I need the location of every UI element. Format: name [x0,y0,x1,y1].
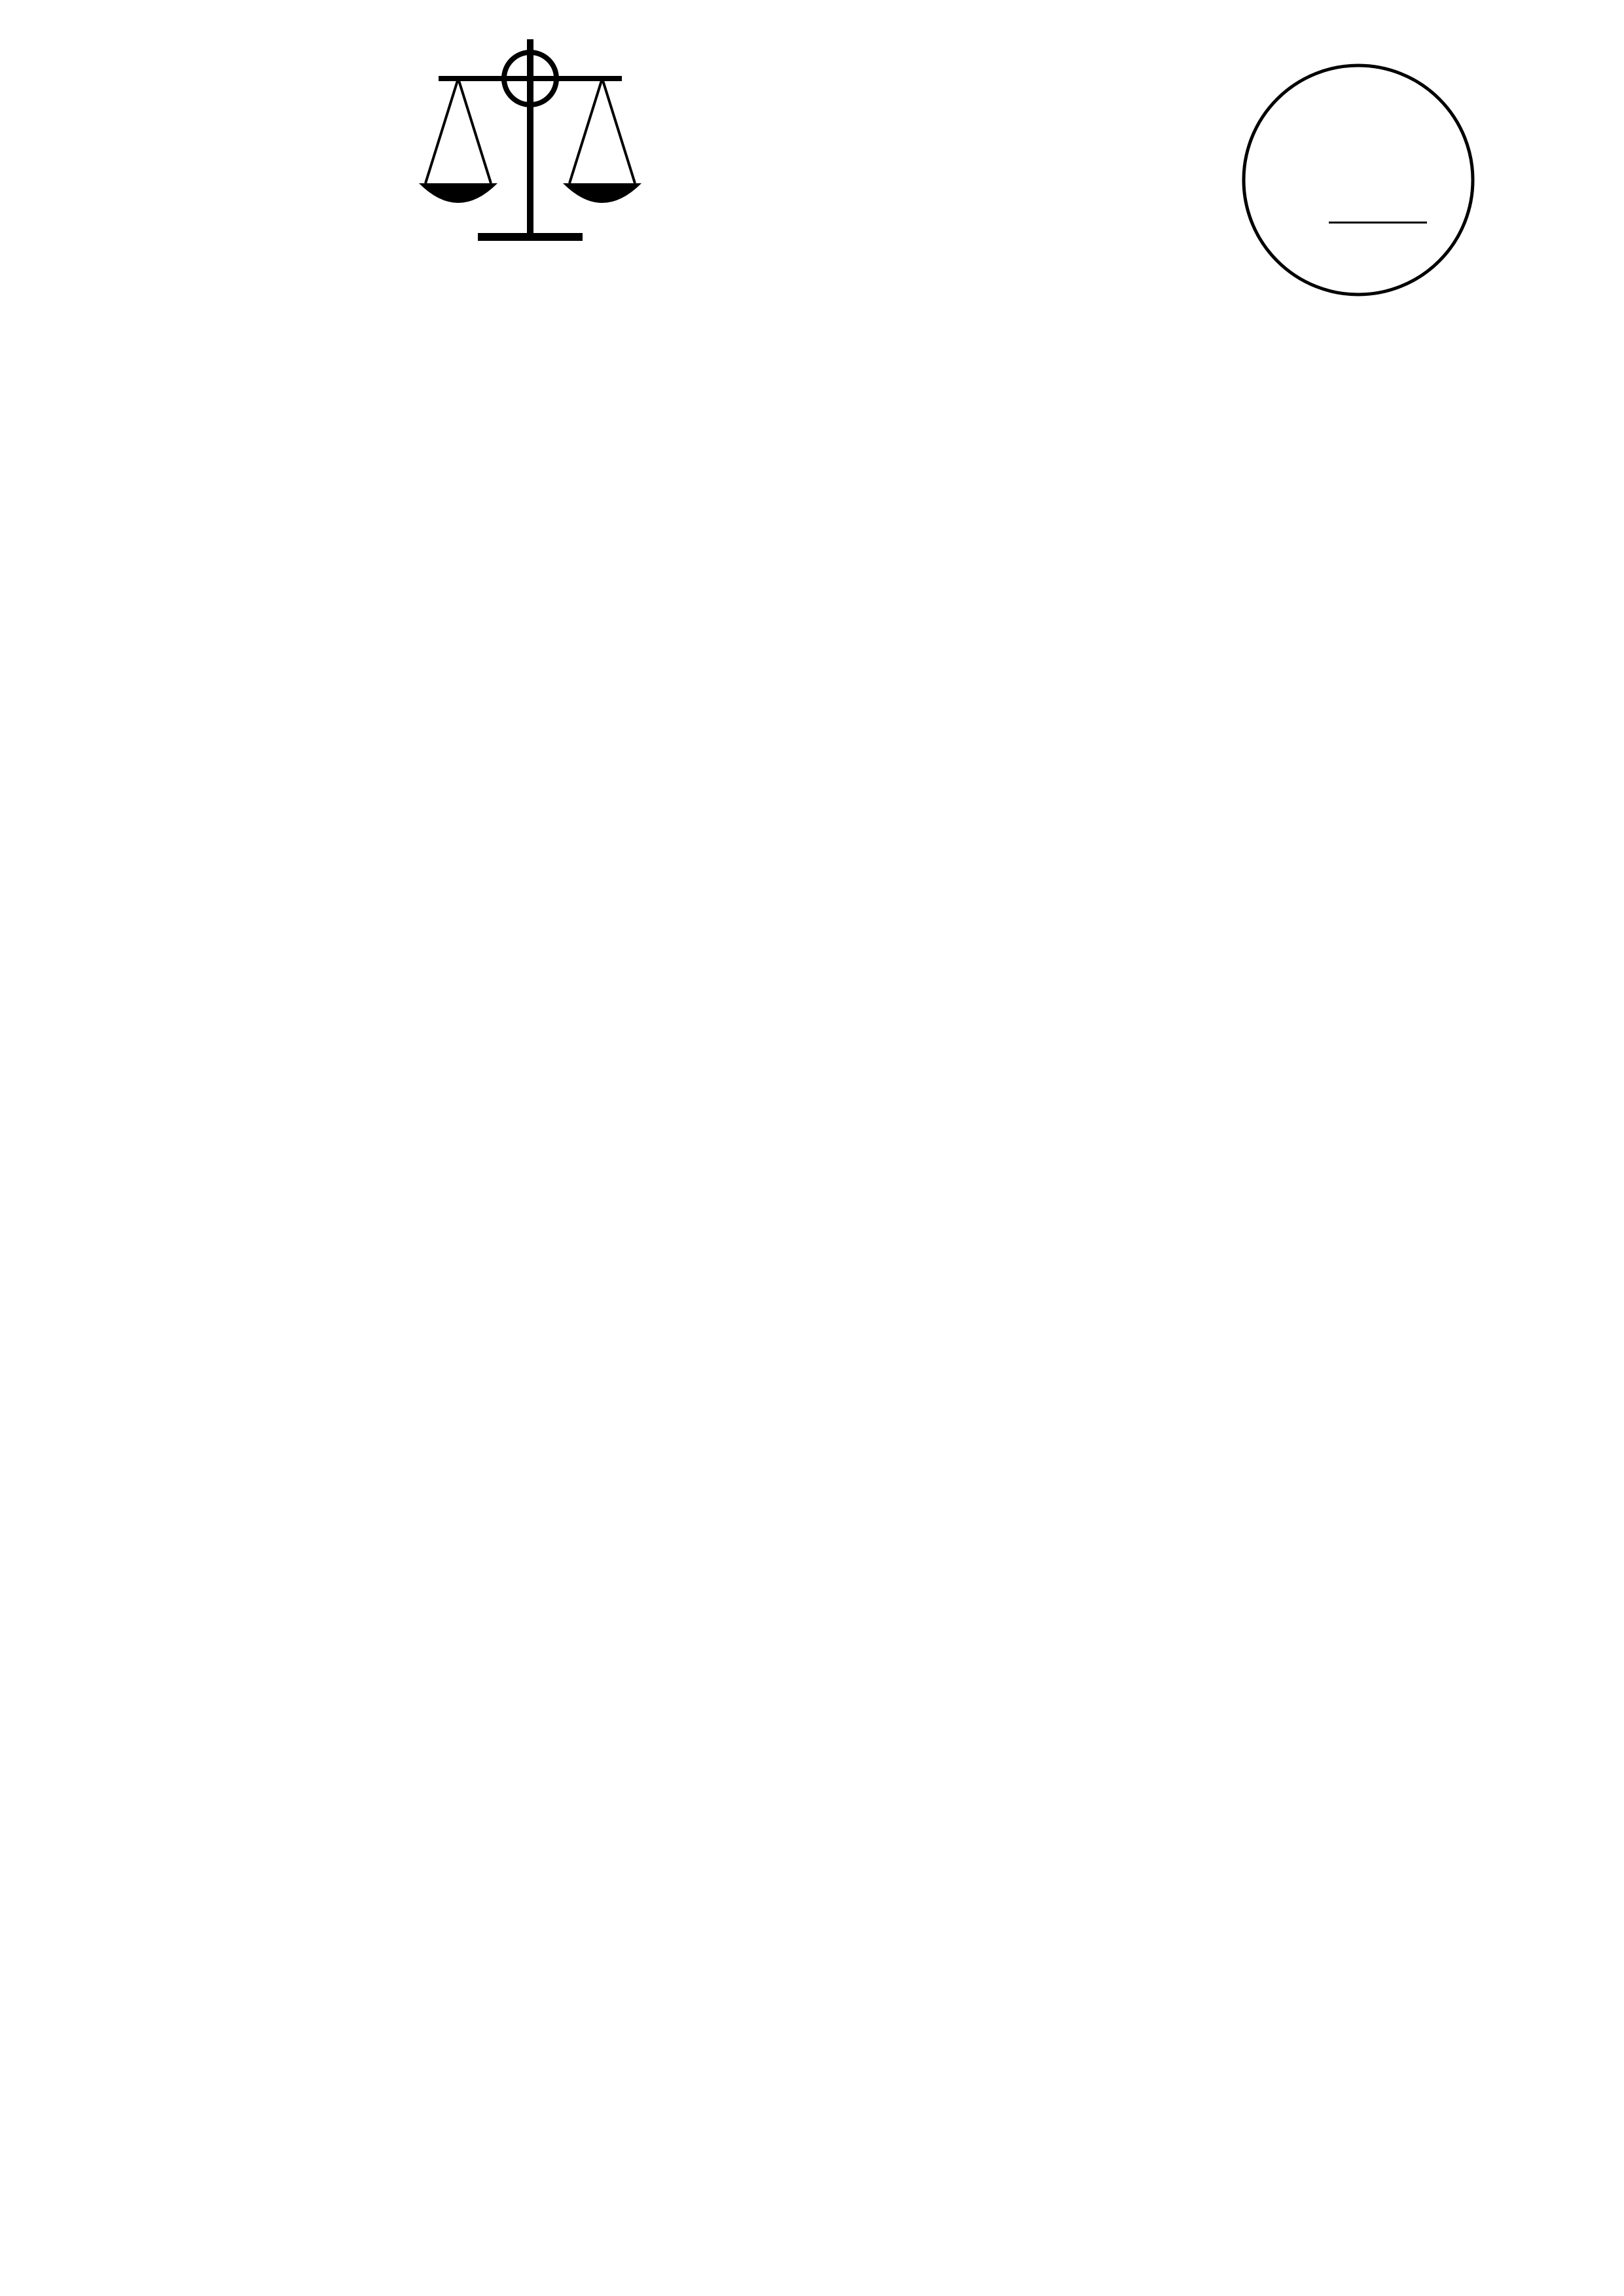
stamp-circle-icon [1237,59,1479,301]
scales-of-justice-icon [399,39,681,288]
folio-stamp [1237,59,1479,301]
court-logo [399,39,681,288]
